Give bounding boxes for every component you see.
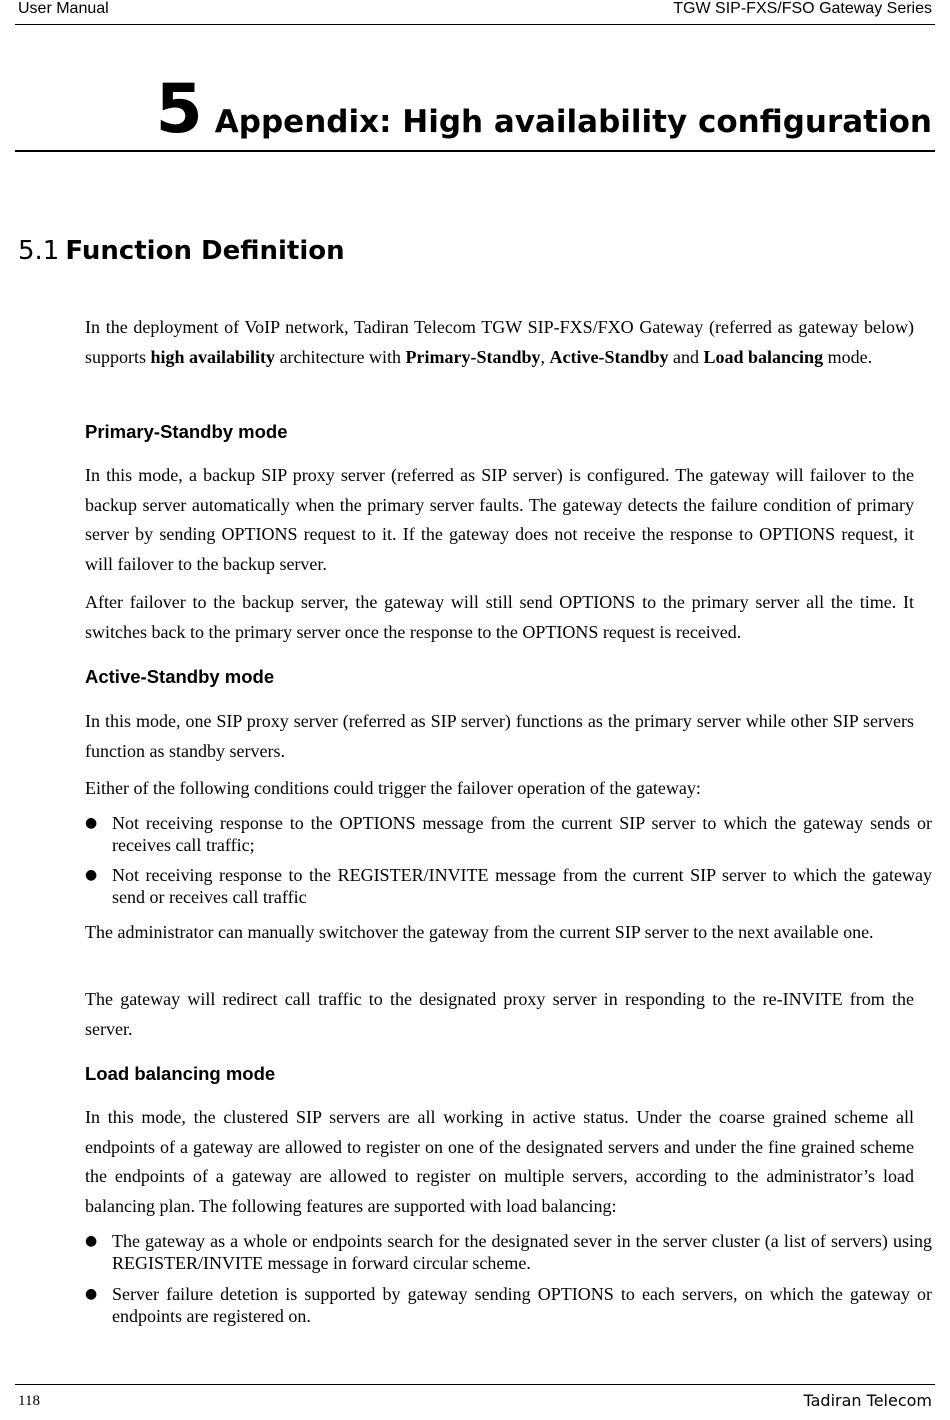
load-balancing-heading: Load balancing mode xyxy=(85,1063,276,1084)
header-left: User Manual xyxy=(18,0,109,17)
list-item-text: Server failure detetion is supported by gateway sending OPTIONS to each servers, on which the gateway or endpoints are registered on. xyxy=(112,1284,932,1326)
bullet-dot-icon: ● xyxy=(85,1233,98,1249)
intro-text-4: and xyxy=(668,346,704,367)
intro-bold-high-availability: high availability xyxy=(150,346,276,367)
intro-text-1: In the deployment of VoIP network, Tadiran Telecom TGW SIP-FXS/FXO Gateway (referred as gateway below) supports xyxy=(85,317,914,367)
page-number: 118 xyxy=(18,1393,40,1409)
active-standby-paragraph-2: Either of the following conditions could trigger the failover operation of the gateway: xyxy=(85,778,701,798)
bullet-dot-icon: ● xyxy=(85,1286,98,1302)
chapter-number: 5 xyxy=(155,70,203,149)
primary-standby-paragraph-1: In this mode, a backup SIP proxy server (referred as SIP server) is configured. The gateway will failover to the backup server automatically when the primary server faults. The gateway detects the failure condition of primary server by sending OPTIONS request to it. If the gateway does not receive the response to OPTIONS request, it will failover to the backup server. xyxy=(85,465,914,574)
primary-standby-paragraph-2: After failover to the backup server, the gateway will still send OPTIONS to the primary server all the time. It switches back to the primary server once the response to the OPTIONS request is received. xyxy=(85,592,914,642)
intro-text-2: architecture with xyxy=(275,346,406,367)
list-item-text: Not receiving response to the REGISTER/INVITE message from the current SIP server to which the gateway send or receives call traffic xyxy=(112,865,932,907)
intro-text-5: mode. xyxy=(823,346,873,367)
footer-company: Tadiran Telecom xyxy=(803,1391,932,1410)
list-item xyxy=(85,812,932,856)
active-standby-paragraph-4: The gateway will redirect call traffic to the designated proxy server in responding to the re-INVITE from the server. xyxy=(85,989,914,1039)
list-item-text: Not receiving response to the OPTIONS message from the current SIP server to which the gateway sends or receives call traffic; xyxy=(112,813,932,855)
list-item xyxy=(85,864,932,908)
intro-bold-active-standby: Active-Standby xyxy=(549,346,669,367)
bullet-dot-icon: ● xyxy=(85,815,98,831)
list-item xyxy=(85,1230,932,1274)
header-divider xyxy=(15,24,935,25)
intro-bold-load-balancing: Load balancing xyxy=(703,346,824,367)
section-heading xyxy=(18,236,345,266)
intro-bold-primary-standby: Primary-Standby xyxy=(405,346,541,367)
primary-standby-heading: Primary-Standby mode xyxy=(85,421,288,442)
active-standby-paragraph-1: In this mode, one SIP proxy server (referred as SIP server) functions as the primary server while other SIP servers function as standby servers. xyxy=(85,711,914,761)
chapter-heading xyxy=(155,70,932,149)
section-number: 5.1 xyxy=(18,236,60,266)
chapter-title: Appendix: High availability configuration xyxy=(214,104,932,140)
active-standby-paragraph-3: The administrator can manually switchover the gateway from the current SIP server to the next available one. xyxy=(85,922,874,942)
section-title: Function Definition xyxy=(65,236,345,266)
intro-text-3: , xyxy=(540,346,550,367)
list-item xyxy=(85,1283,932,1327)
load-balancing-paragraph: In this mode, the clustered SIP servers are all working in active status. Under the coarse grained scheme all endpoints of a gateway are allowed to register on one of the designated servers and under the fine grained scheme the endpoints of a gateway are allowed to register on multiple servers, according to the administrator’s load balancing plan. The following features are supported with load balancing: xyxy=(85,1107,914,1216)
intro-paragraph xyxy=(85,313,914,372)
list-item-text: The gateway as a whole or endpoints search for the designated sever in the server cluster (a list of servers) using REGISTER/INVITE message in forward circular scheme. xyxy=(112,1231,932,1273)
footer-divider xyxy=(15,1384,935,1385)
chapter-divider xyxy=(15,150,935,152)
active-standby-heading: Active-Standby mode xyxy=(85,666,275,687)
header-right: TGW SIP-FXS/FSO Gateway Series xyxy=(673,0,932,17)
bullet-dot-icon: ● xyxy=(85,867,98,883)
